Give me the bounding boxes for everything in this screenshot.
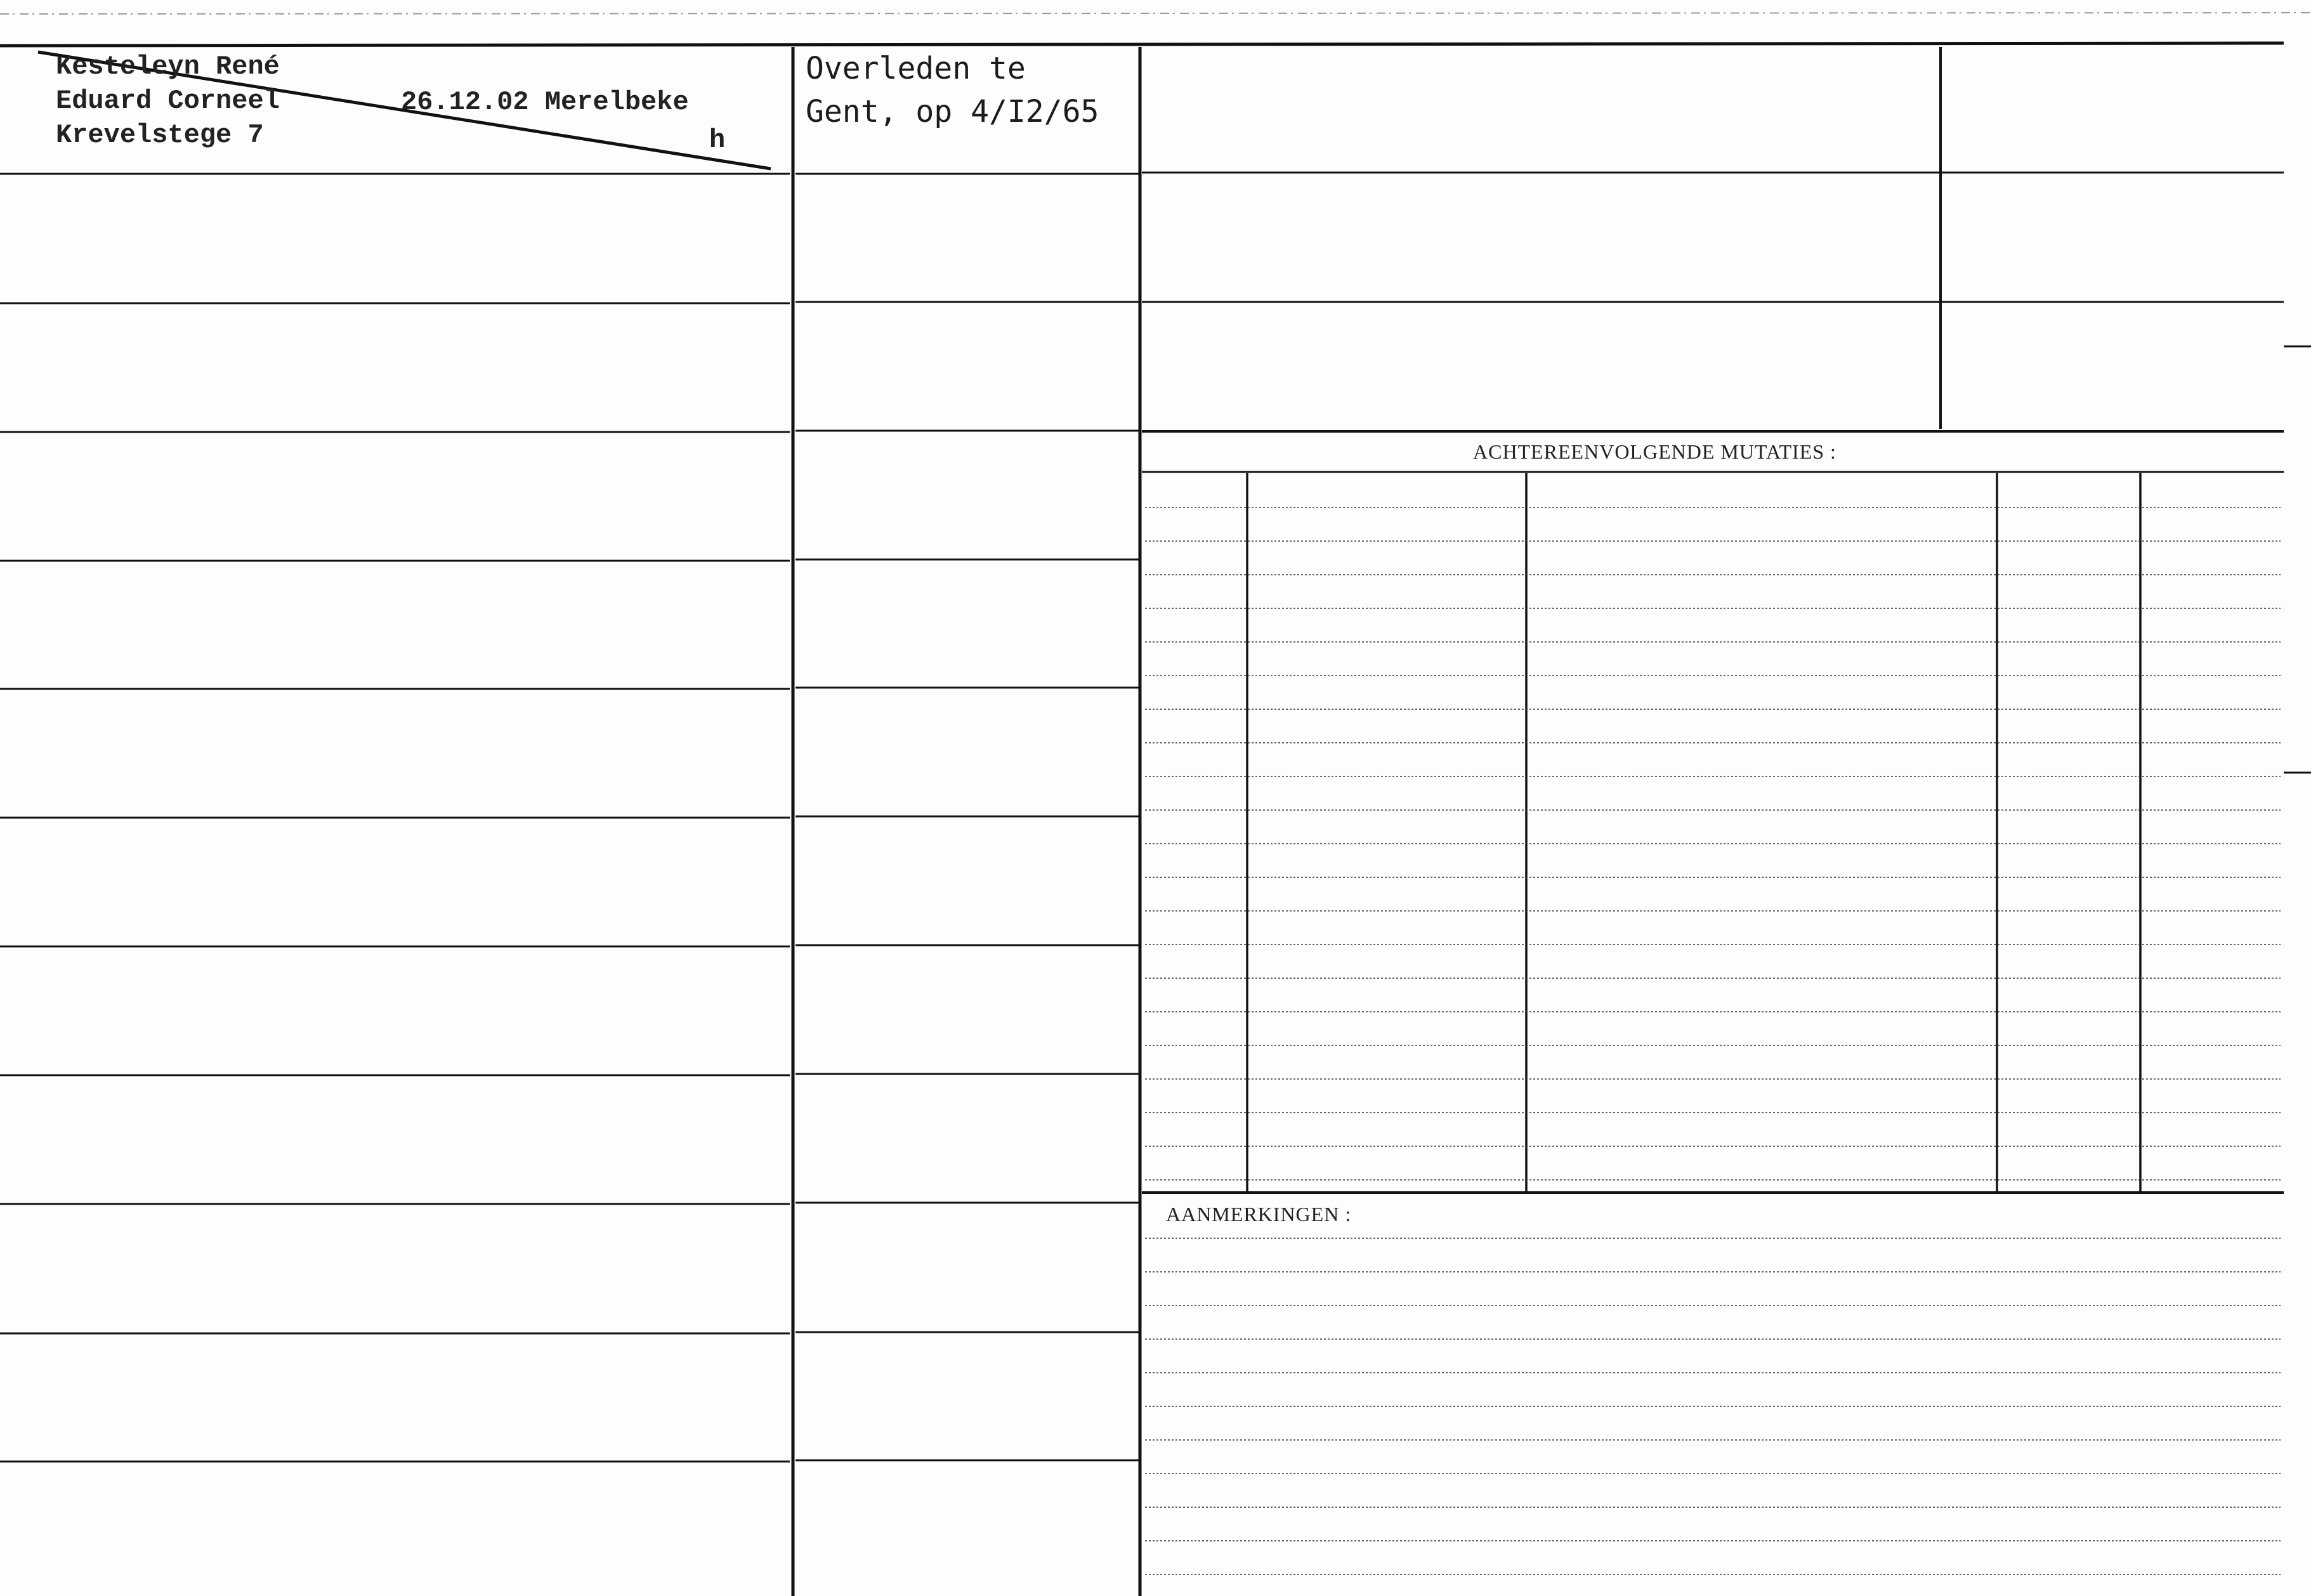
address-line: Krevelstege 7 bbox=[56, 120, 264, 150]
death-note-line-1: Overleden te bbox=[806, 51, 1026, 86]
death-note-line-2: Gent, op 4/I2/65 bbox=[806, 94, 1099, 129]
mutations-heading: ACHTEREENVOLGENDE MUTATIES : bbox=[1473, 440, 1836, 463]
column-lines bbox=[793, 47, 1941, 1596]
remarks-heading: AANMERKINGEN : bbox=[1166, 1203, 1352, 1226]
top-border bbox=[0, 43, 2284, 46]
left-row-lines bbox=[0, 174, 790, 1462]
birth-date-place: 26.12.02 Merelbeke bbox=[401, 87, 689, 117]
gender-mark: h bbox=[709, 125, 726, 155]
mutations-table bbox=[1142, 472, 2284, 1193]
remarks-lines bbox=[1145, 1238, 2281, 1574]
middle-row-lines bbox=[795, 174, 1139, 1460]
name-line-1: Kesteleyn René bbox=[56, 51, 280, 82]
scan-edge-line bbox=[0, 13, 2311, 14]
name-line-2: Eduard Corneel bbox=[56, 86, 280, 116]
